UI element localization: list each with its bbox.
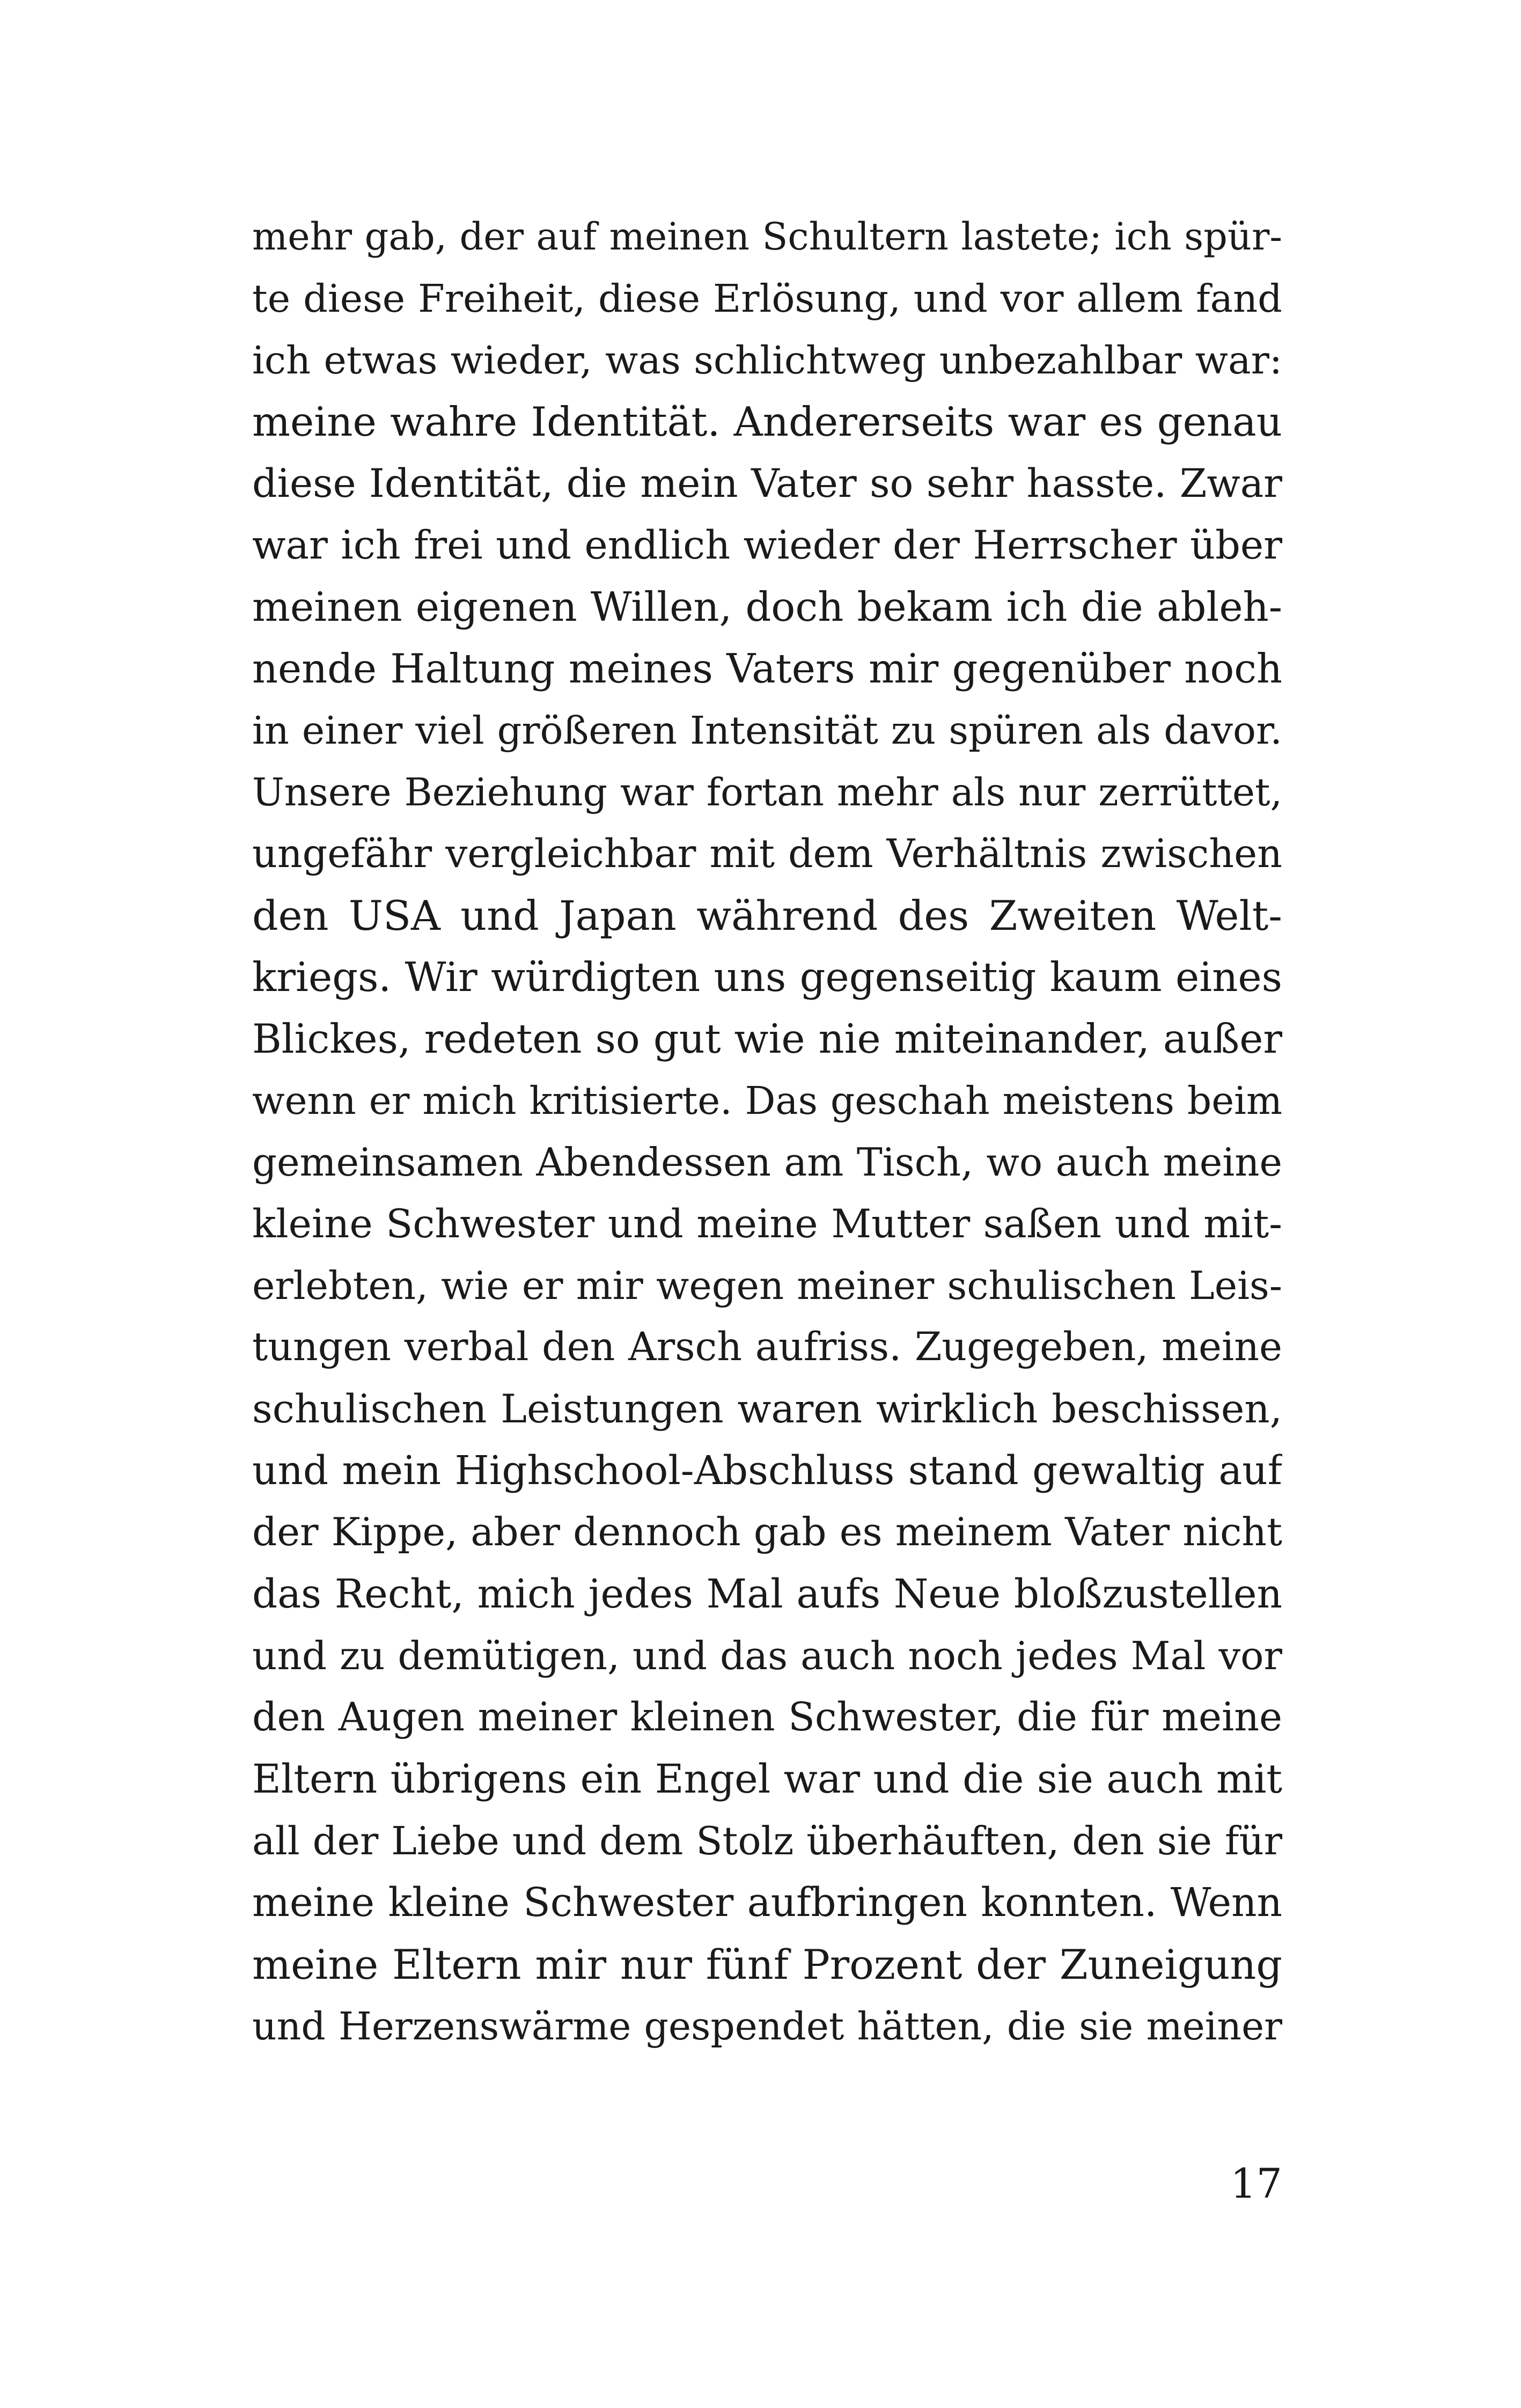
text-line: all der Liebe und dem Stolz überhäuften, den sie für bbox=[252, 1818, 1282, 1863]
text-line: erlebten, wie er mir wegen meiner schulischen Leis- bbox=[252, 1264, 1282, 1308]
text-line: in einer viel größeren Intensität zu spüren als davor. bbox=[252, 708, 1282, 753]
text-line: und zu demütigen, und das auch noch jedes Mal vor bbox=[252, 1633, 1282, 1678]
text-line: und Herzenswärme gespendet hätten, die sie meiner bbox=[252, 2004, 1282, 2049]
page-number: 17 bbox=[1230, 2160, 1282, 2207]
text-line: schulischen Leistungen waren wirklich beschissen, bbox=[252, 1386, 1282, 1432]
text-line: und mein Highschool-Abschluss stand gewaltig auf bbox=[252, 1448, 1282, 1494]
text-line: war ich frei und endlich wieder der Herrscher über bbox=[252, 523, 1282, 568]
text-line: ich etwas wieder, was schlichtweg unbezahlbar war: bbox=[252, 338, 1282, 383]
text-line: der Kippe, aber dennoch gab es meinem Vater nicht bbox=[252, 1510, 1282, 1555]
text-line: gemeinsamen Abendessen am Tisch, wo auch meine bbox=[252, 1140, 1282, 1185]
text-line: kriegs. Wir würdigten uns gegenseitig kaum eines bbox=[252, 954, 1282, 1001]
text-line: den Augen meiner kleinen Schwester, die für meine bbox=[252, 1695, 1282, 1740]
body-text bbox=[252, 206, 1282, 2057]
text-line: kleine Schwester und meine Mutter saßen und mit- bbox=[252, 1201, 1282, 1247]
text-line: te diese Freiheit, diese Erlösung, und vor allem fand bbox=[252, 276, 1282, 321]
text-line: das Recht, mich jedes Mal aufs Neue bloßzustellen bbox=[252, 1572, 1282, 1617]
text-line: Blickes, redeten so gut wie nie miteinander, außer bbox=[252, 1016, 1282, 1062]
text-line: meine wahre Identität. Andererseits war es genau bbox=[252, 399, 1282, 445]
text-line: meinen eigenen Willen, doch bekam ich die ableh- bbox=[252, 584, 1282, 630]
text-line: mehr gab, der auf meinen Schultern lastete; ich spür- bbox=[252, 215, 1282, 259]
text-line: Unsere Beziehung war fortan mehr als nur zerrüttet, bbox=[252, 770, 1282, 814]
text-line: Eltern übrigens ein Engel war und die sie auch mit bbox=[252, 1757, 1282, 1802]
text-line: ungefähr vergleichbar mit dem Verhältnis zwischen bbox=[252, 831, 1282, 877]
text-line: wenn er mich kritisierte. Das geschah meistens beim bbox=[252, 1078, 1282, 1123]
text-line: nende Haltung meines Vaters mir gegenüber noch bbox=[252, 645, 1282, 692]
text-line: diese Identität, die mein Vater so sehr hasste. Zwar bbox=[252, 461, 1282, 506]
text-line: den USA und Japan während des Zweiten Welt- bbox=[252, 892, 1282, 939]
text-line: meine kleine Schwester aufbringen konnten. Wenn bbox=[252, 1880, 1282, 1926]
text-line: tungen verbal den Arsch aufriss. Zugegeben, meine bbox=[252, 1325, 1282, 1370]
text-line: meine Eltern mir nur fünf Prozent der Zuneigung bbox=[252, 1941, 1282, 1988]
